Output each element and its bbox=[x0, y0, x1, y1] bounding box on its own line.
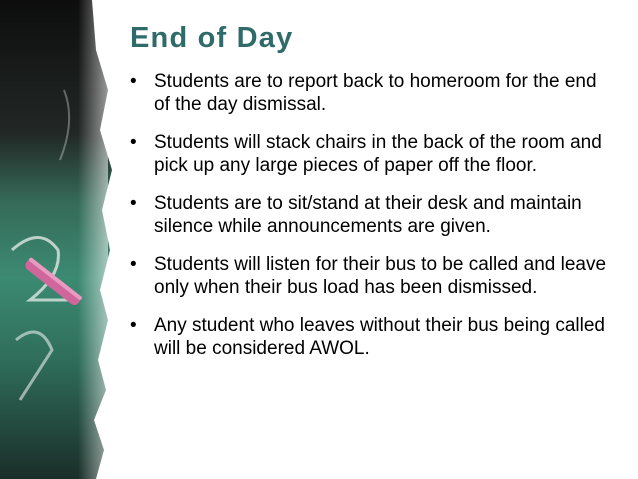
bullet-icon: • bbox=[130, 315, 137, 336]
slide-title: End of Day bbox=[130, 22, 294, 54]
bullet-list bbox=[130, 70, 610, 375]
bullet-icon: • bbox=[130, 132, 137, 153]
list-item bbox=[130, 314, 610, 360]
bullet-text: Students are to sit/stand at their desk and maintain silence while announcements are given. bbox=[154, 193, 582, 237]
chalkboard-decoration bbox=[0, 0, 128, 479]
bullet-text: Students will stack chairs in the back of the room and pick up any large pieces of paper off the floor. bbox=[154, 132, 602, 176]
list-item bbox=[130, 70, 610, 116]
bullet-icon: • bbox=[130, 71, 137, 92]
bullet-text: Students will listen for their bus to be called and leave only when their bus load has been dismissed. bbox=[154, 254, 607, 298]
list-item bbox=[130, 253, 610, 299]
bullet-text: Any student who leaves without their bus being called will be considered AWOL. bbox=[154, 315, 605, 359]
list-item bbox=[130, 131, 610, 177]
bullet-icon: • bbox=[130, 254, 137, 275]
bullet-text: Students are to report back to homeroom for the end of the day dismissal. bbox=[154, 71, 597, 115]
bullet-icon: • bbox=[130, 193, 137, 214]
list-item bbox=[130, 192, 610, 238]
